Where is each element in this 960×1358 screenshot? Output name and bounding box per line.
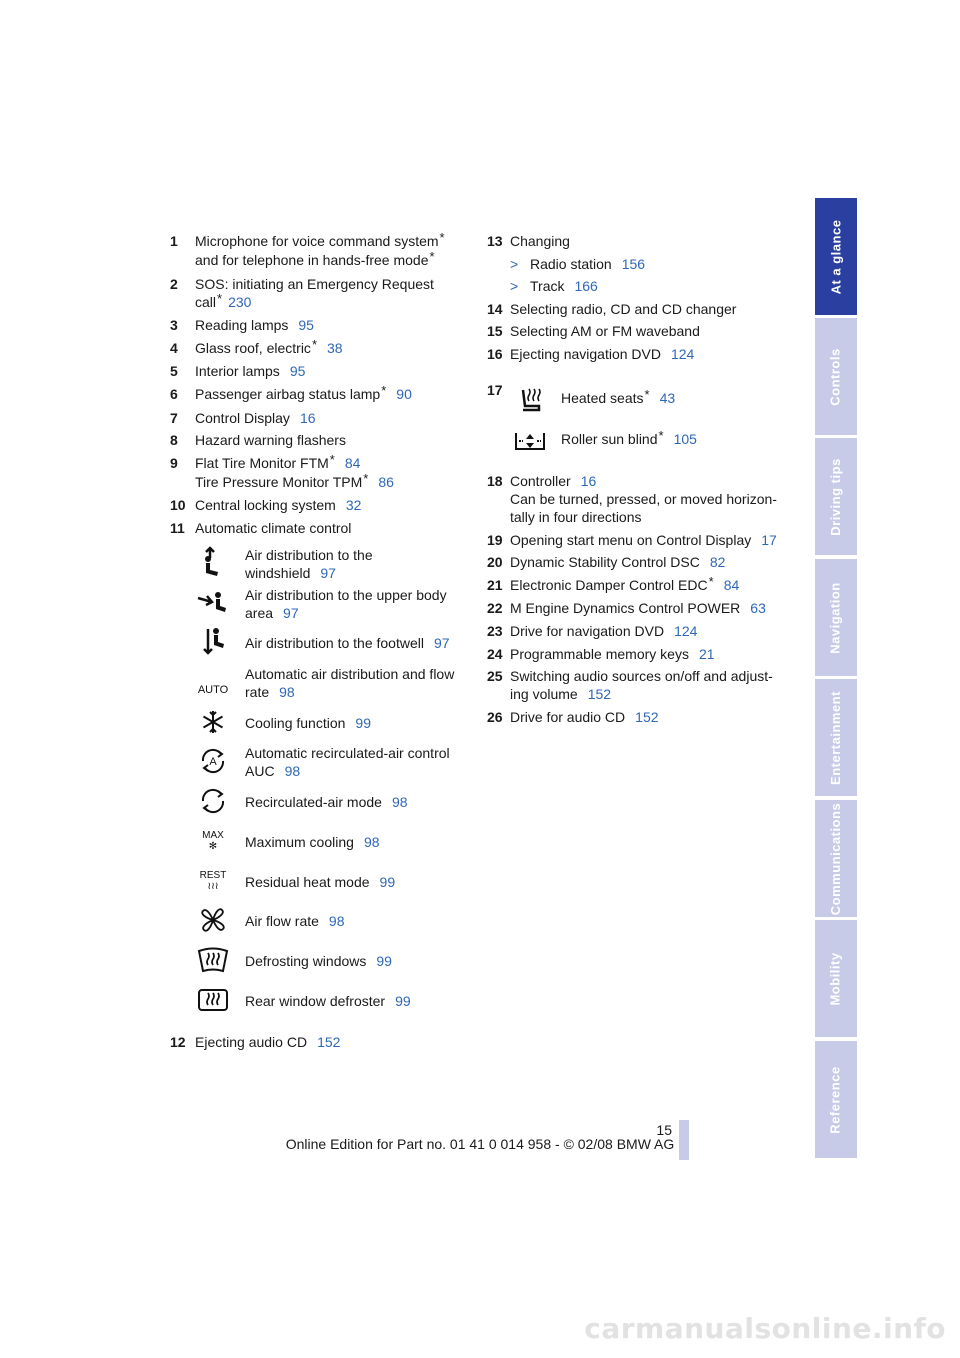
right-column-top xyxy=(487,232,787,368)
page-link[interactable]: 17 xyxy=(761,531,777,548)
page-link[interactable]: 86 xyxy=(378,473,394,490)
seat-row: Roller sun blind* 105 xyxy=(510,426,780,467)
page-link[interactable]: 152 xyxy=(587,686,612,703)
page-link[interactable]: 90 xyxy=(396,385,412,402)
list-item-22: 22 M Engine Dynamics Control POWER 63 xyxy=(487,600,766,617)
page-link[interactable]: 97 xyxy=(320,565,336,581)
chapter-sidebar xyxy=(815,198,857,1160)
page-link[interactable]: 99 xyxy=(376,952,392,969)
page-link[interactable]: 124 xyxy=(670,345,695,362)
page-link[interactable]: 156 xyxy=(621,255,646,272)
tab-reference[interactable]: Reference xyxy=(815,1041,857,1158)
page-link[interactable]: 98 xyxy=(279,684,295,701)
tab-navigation[interactable]: Navigation xyxy=(815,559,857,676)
list-item-24: 24 Programmable memory keys 21 xyxy=(487,645,715,662)
climate-row: Air distribution to the windshield 97 xyxy=(190,545,470,585)
footer-edition-note: Online Edition for Part no. 01 41 0 014 958 - © 02/08 BMW AG xyxy=(285,1136,675,1152)
max-cooling-icon: MAX ✻ xyxy=(202,829,224,852)
page-link[interactable]: 124 xyxy=(674,622,698,639)
climate-row: Air distribution to the footwell 97 xyxy=(190,624,470,664)
tab-mobility[interactable]: Mobility xyxy=(815,920,857,1037)
auc-recirculation-icon xyxy=(190,743,236,779)
climate-row: Cooling function 99 xyxy=(190,704,470,744)
heated-seat-icon xyxy=(510,385,550,415)
page-link[interactable]: 63 xyxy=(750,600,766,617)
fan-icon xyxy=(190,902,236,938)
page-link[interactable]: 98 xyxy=(391,794,408,811)
list-item-8: 8 Hazard warning flashers xyxy=(170,432,346,449)
page-link[interactable]: 38 xyxy=(327,339,343,356)
climate-row: A Automatic recirculated-air control AUC 98 xyxy=(190,743,470,783)
page-link[interactable]: 95 xyxy=(289,363,306,380)
list-item-2: 2 SOS: initiating an Emergency Request call* 230 xyxy=(170,275,434,310)
list-item-25: 25 Switching audio sources on/off and adjust- ing volume 152 xyxy=(487,668,773,703)
list-item-3: 3 Reading lamps 95 xyxy=(170,317,314,334)
page-link[interactable]: 230 xyxy=(228,293,252,310)
list-item-9: 9 Flat Tire Monitor FTM* 84 Tire Pressure Monitor TPM* 86 xyxy=(170,451,394,490)
page-link[interactable]: 97 xyxy=(283,604,299,621)
tab-controls[interactable]: Controls xyxy=(815,318,857,435)
list-item-10: 10 Central locking system 32 xyxy=(170,497,362,514)
page-link[interactable]: 105 xyxy=(673,431,697,447)
list-item-13: 13 Changing > Radio station 156 > Track 166 xyxy=(487,232,787,295)
list-item-5: 5 Interior lamps 95 xyxy=(170,363,306,380)
climate-row: Defrosting windows 99 xyxy=(190,942,470,982)
page-link[interactable]: 21 xyxy=(698,645,715,662)
bullet-item: > Radio station 156 xyxy=(510,255,787,273)
list-item-26: 26 Drive for audio CD 152 xyxy=(487,708,659,725)
list-item-12: 12 Ejecting audio CD 152 xyxy=(170,1034,341,1050)
list-item-15: 15 Selecting AM or FM waveband xyxy=(487,323,700,340)
tab-communications[interactable]: Communications xyxy=(815,800,857,917)
page-link[interactable]: 98 xyxy=(328,913,345,930)
page-link[interactable]: 152 xyxy=(635,708,659,725)
page-link[interactable]: 32 xyxy=(345,497,362,514)
page-number: 15 xyxy=(656,1122,672,1138)
page-link[interactable]: 166 xyxy=(574,278,598,295)
list-item-19: 19 Opening start menu on Control Display 17 xyxy=(487,531,777,548)
page-link[interactable]: 16 xyxy=(580,473,597,489)
page-link[interactable]: 99 xyxy=(395,992,411,1009)
page-link[interactable]: 98 xyxy=(363,833,380,850)
page-link[interactable]: 97 xyxy=(433,635,450,652)
windshield-defrost-icon xyxy=(190,942,236,978)
tab-entertainment[interactable]: Entertainment xyxy=(815,679,857,796)
climate-row: REST ≀≀≀ Residual heat mode 99 xyxy=(190,863,470,903)
svg-text:A: A xyxy=(209,756,217,769)
seat-row: Heated seats* 43 xyxy=(510,385,780,426)
sun-blind-icon xyxy=(510,426,550,456)
page-link[interactable]: 82 xyxy=(709,554,726,571)
page-link[interactable]: 99 xyxy=(355,714,371,731)
list-item-17-number: 17 xyxy=(487,382,503,398)
tab-at-a-glance[interactable]: At a glance xyxy=(815,198,857,315)
list-item-20: 20 Dynamic Stability Control DSC 82 xyxy=(487,554,726,571)
climate-row: Air distribution to the upper body area 97 xyxy=(190,585,470,625)
list-item-1: 1 Microphone for voice command system* and for telephone in hands-free mode* xyxy=(170,230,445,268)
page-link[interactable]: 84 xyxy=(344,454,361,471)
footwell-airflow-icon xyxy=(190,624,236,660)
page-link[interactable]: 95 xyxy=(298,317,314,334)
tab-driving-tips[interactable]: Driving tips xyxy=(815,438,857,555)
climate-row: MAX ✻ Maximum cooling 98 xyxy=(190,823,470,863)
recirculation-icon xyxy=(190,783,236,819)
list-item-7: 7 Control Display 16 xyxy=(170,409,316,426)
auto-icon: AUTO xyxy=(197,684,229,697)
rear-defrost-icon xyxy=(190,982,236,1018)
list-item-14: 14 Selecting radio, CD and CD changer xyxy=(487,300,737,317)
climate-row: AUTO Automatic air distribution and flow rate 98 xyxy=(190,664,470,704)
list-item-16: 16 Ejecting navigation DVD 124 xyxy=(487,345,695,362)
snowflake-icon xyxy=(190,704,236,740)
seat-controls-table xyxy=(510,385,780,467)
page-link[interactable]: 98 xyxy=(284,763,301,780)
page-link[interactable]: 99 xyxy=(379,873,396,890)
list-item-4: 4 Glass roof, electric* 38 xyxy=(170,336,343,356)
list-item-11: 11 Automatic climate control xyxy=(170,519,352,536)
page-link[interactable]: 84 xyxy=(723,576,740,593)
watermark: carmanualsonline.info xyxy=(584,1312,946,1345)
list-item-6: 6 Passenger airbag status lamp* 90 xyxy=(170,382,412,402)
left-column xyxy=(170,232,470,542)
page-link[interactable]: 43 xyxy=(659,390,676,406)
page-link[interactable]: 16 xyxy=(299,409,316,426)
right-column-bottom xyxy=(487,472,787,730)
list-item-21: 21 Electronic Damper Control EDC* 84 xyxy=(487,573,740,593)
climate-control-table xyxy=(190,545,470,1021)
upper-body-airflow-icon xyxy=(190,585,236,621)
bullet-item: > Track 166 xyxy=(510,277,787,295)
list-item-23: 23 Drive for navigation DVD 124 xyxy=(487,622,698,639)
residual-heat-icon: REST ≀≀≀ xyxy=(199,869,227,892)
windshield-airflow-icon xyxy=(190,545,236,581)
list-item-18: 18 Controller 16 Can be turned, pressed, or moved horizon- tally in four directions xyxy=(487,473,777,525)
climate-row: Recirculated-air mode 98 xyxy=(190,783,470,823)
climate-row: Rear window defroster 99 xyxy=(190,982,470,1022)
climate-row: Air flow rate 98 xyxy=(190,902,470,942)
page-link[interactable]: 152 xyxy=(317,1034,341,1050)
